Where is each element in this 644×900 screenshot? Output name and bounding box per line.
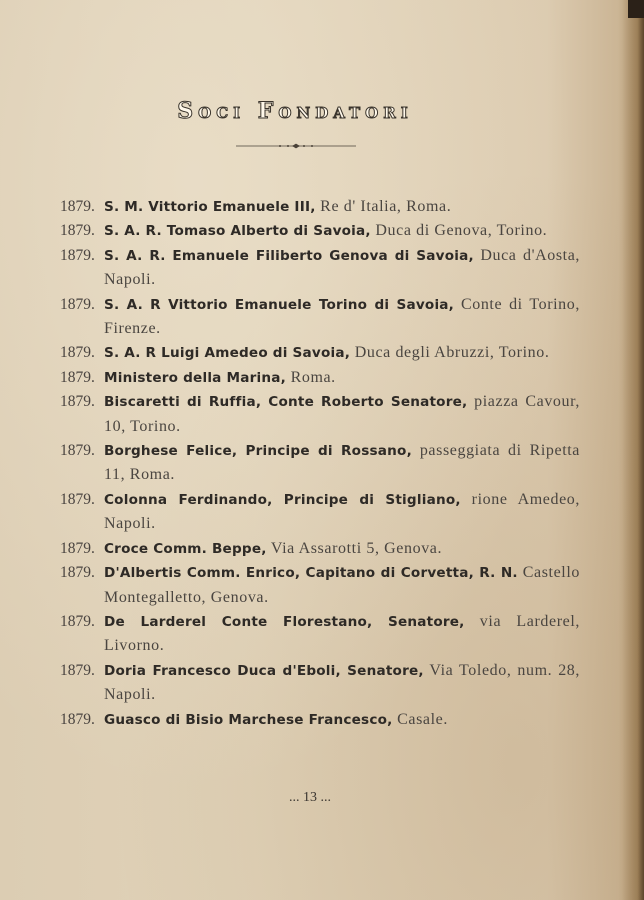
member-name: S. A. R. Tomaso Alberto di Savoia, bbox=[104, 223, 371, 240]
entry-text bbox=[104, 610, 580, 659]
entry-year: 1879. bbox=[60, 442, 95, 460]
entry-text bbox=[104, 708, 580, 732]
member-name: S. M. Vittorio Emanuele III, bbox=[104, 199, 316, 215]
list-item bbox=[60, 561, 580, 610]
member-address: Roma. bbox=[285, 368, 336, 386]
list-item bbox=[60, 366, 580, 390]
member-name: Doria Francesco Duca d'Eboli, Senatore, bbox=[104, 662, 424, 679]
list-item bbox=[60, 219, 580, 243]
page-number: ... 13 ... bbox=[289, 790, 331, 805]
list-item bbox=[60, 390, 580, 439]
page-title: Soci Fondatori bbox=[177, 98, 413, 124]
entry-text bbox=[104, 561, 580, 610]
entry-text bbox=[104, 488, 580, 537]
entry-year: 1879. bbox=[60, 564, 95, 582]
member-address: Via Toledo, num. 28, Napoli. bbox=[104, 661, 580, 704]
ornamental-rule bbox=[236, 143, 356, 149]
member-address: Re d' Italia, Roma. bbox=[315, 198, 452, 215]
entry-text bbox=[104, 244, 580, 293]
entry-text bbox=[104, 537, 580, 561]
list-item bbox=[60, 659, 580, 708]
member-name: Borghese Felice, Principe di Rossano, bbox=[104, 443, 412, 460]
entry-text bbox=[104, 219, 580, 243]
entry-text bbox=[104, 366, 580, 390]
member-address: piazza Cavour, 10, Torino. bbox=[104, 393, 581, 435]
list-item bbox=[60, 195, 580, 219]
entry-text bbox=[104, 390, 580, 439]
entry-year: 1879. bbox=[60, 539, 95, 557]
list-item bbox=[60, 488, 580, 537]
entry-year: 1879. bbox=[60, 368, 95, 386]
member-address: Conte di Torino, Firenze. bbox=[104, 295, 580, 338]
entry-text bbox=[104, 341, 580, 365]
member-address: rione Amedeo, Napoli. bbox=[104, 490, 580, 533]
list-item bbox=[60, 341, 580, 365]
list-item bbox=[60, 244, 580, 293]
member-name: Ministero della Marina, bbox=[104, 369, 286, 386]
member-address: Via Assarotti 5, Genova. bbox=[266, 539, 443, 557]
list-item bbox=[60, 708, 580, 732]
member-address: Duca d'Aosta, Napoli. bbox=[104, 246, 581, 289]
entry-year: 1879. bbox=[60, 295, 95, 313]
entry-year: 1879. bbox=[60, 490, 95, 508]
entry-year: 1879. bbox=[60, 393, 95, 411]
entry-year: 1879. bbox=[60, 710, 95, 728]
member-address: via Larderel, Livorno. bbox=[104, 612, 580, 655]
member-name: Croce Comm. Beppe, bbox=[104, 540, 267, 557]
member-name: Colonna Ferdinando, Principe di Stigliano, bbox=[104, 491, 461, 508]
list-item bbox=[60, 439, 580, 488]
list-item bbox=[60, 537, 580, 561]
member-name: S. A. R Vittorio Emanuele Torino di Savoia, bbox=[104, 296, 455, 313]
member-name: S. A. R Luigi Amedeo di Savoia, bbox=[104, 345, 351, 362]
member-name: D'Albertis Comm. Enrico, Capitano di Corvetta, R. N. bbox=[104, 565, 518, 582]
member-address: Casale. bbox=[392, 710, 448, 728]
member-address: passeggiata di Ripetta 11, Roma. bbox=[104, 442, 580, 484]
list-item bbox=[60, 293, 580, 342]
list-item bbox=[60, 610, 580, 659]
entry-text bbox=[104, 439, 580, 488]
page-edge-shadow bbox=[622, 0, 644, 900]
entry-year: 1879. bbox=[60, 344, 95, 362]
entry-year: 1879. bbox=[60, 246, 95, 264]
member-address: Duca di Genova, Torino. bbox=[370, 222, 548, 240]
entry-year: 1879. bbox=[60, 222, 95, 240]
entry-year: 1879. bbox=[60, 661, 95, 679]
member-name: De Larderel Conte Florestano, Senatore, bbox=[104, 613, 465, 630]
page-corner bbox=[628, 0, 644, 18]
entry-text bbox=[104, 293, 580, 342]
entry-year: 1879. bbox=[60, 198, 95, 215]
members-list bbox=[60, 195, 580, 732]
member-name: S. A. R. Emanuele Filiberto Genova di Savoia, bbox=[104, 247, 474, 264]
member-name: Guasco di Bisio Marchese Francesco, bbox=[104, 711, 393, 728]
entry-year: 1879. bbox=[60, 612, 95, 630]
member-name: Biscaretti di Ruffia, Conte Roberto Senatore, bbox=[104, 394, 468, 411]
member-address: Duca degli Abruzzi, Torino. bbox=[350, 344, 550, 362]
entry-text bbox=[104, 659, 580, 708]
entry-text bbox=[104, 195, 580, 219]
member-address: Castello Montegalletto, Genova. bbox=[104, 564, 580, 606]
